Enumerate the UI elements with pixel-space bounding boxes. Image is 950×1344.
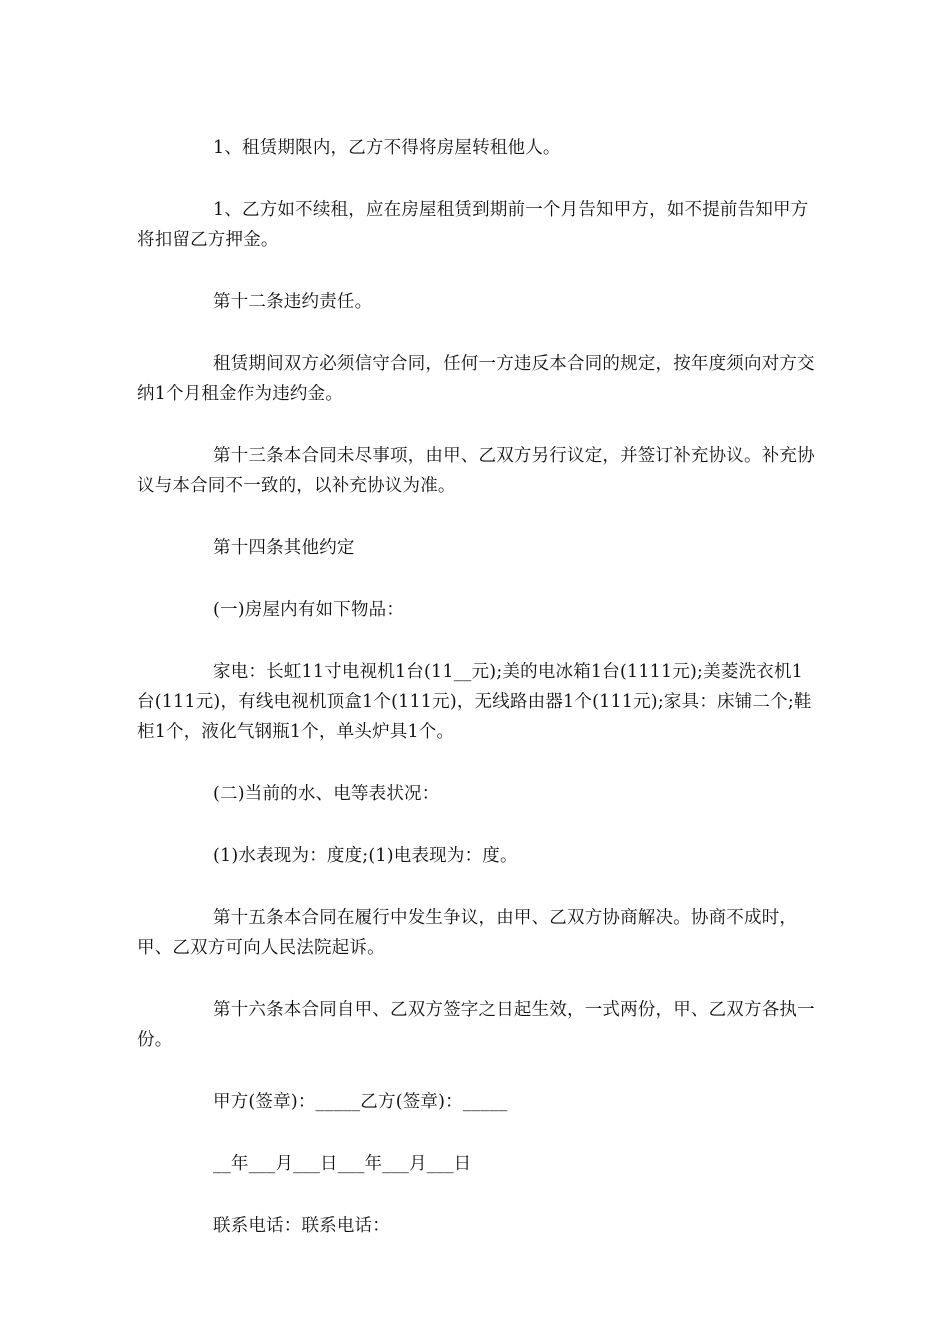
article-12-heading: 第十二条违约责任。 <box>213 292 373 312</box>
article-14-heading: 第十四条其他约定 <box>213 538 355 558</box>
article-14-meters-heading: (二)当前的水、电等表状况： <box>213 784 440 804</box>
article-14-items-heading: (一)房屋内有如下物品： <box>213 600 405 620</box>
clause-renewal-notice: 1、乙方如不续租，应在房屋租赁到期前一个月告知甲方，如不提前告知甲方将扣留乙方押金。 <box>137 200 809 250</box>
article-13: 第十三条本合同未尽事项，由甲、乙双方另行议定，并签订补充协议。补充协议与本合同不一致的，以补充协议为准。 <box>137 446 815 496</box>
article-15: 第十五条本合同在履行中发生争议，由甲、乙双方协商解决。协商不成时，甲、乙双方可向人民法院起诉。 <box>137 908 798 958</box>
article-14-items-list: 家电：长虹11寸电视机1台(11__元);美的电冰箱1台(1111元);美菱洗衣机1台(111元)，有线电视机顶盒1个(111元)，无线路由器1个(111元);家具：床铺二个;鞋柜1个，液化气钢瓶1个，单头炉具1个。 <box>137 662 812 742</box>
article-16: 第十六条本合同自甲、乙双方签字之日起生效，一式两份，甲、乙双方各执一份。 <box>137 1000 815 1050</box>
contact-phone-line: 联系电话：联系电话： <box>213 1216 390 1236</box>
clause-no-sublet: 1、租赁期限内，乙方不得将房屋转租他人。 <box>213 138 561 158</box>
signature-line: 甲方(签章)：_____乙方(签章)：_____ <box>213 1092 508 1112</box>
article-12-body: 租赁期间双方必须信守合同，任何一方违反本合同的规定，按年度须向对方交纳1个月租金作为违约金。 <box>137 354 815 404</box>
article-14-meter-readings: (1)水表现为：度度;(1)电表现为：度。 <box>213 846 518 866</box>
document-body <box>137 133 817 1273</box>
date-line: __年___月___日___年___月___日 <box>213 1154 472 1174</box>
